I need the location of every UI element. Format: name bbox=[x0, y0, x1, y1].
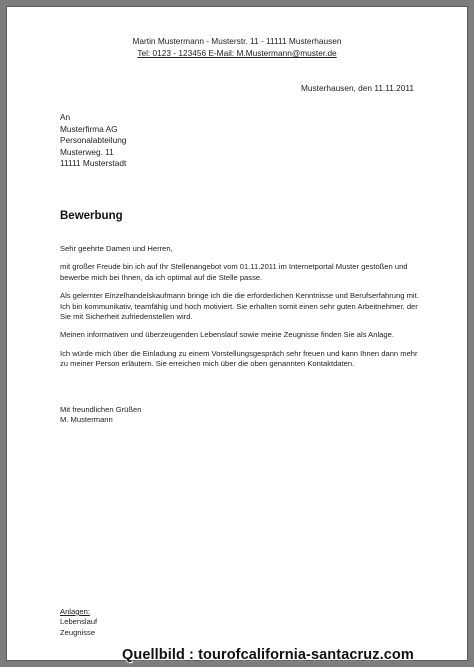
signature-name: M. Mustermann bbox=[60, 415, 113, 425]
body-paragraph: Ich würde mich über die Einladung zu einem Vorstellungsgespräch sehr freuen und kann Ihnen dann mehr zu meiner Person erläutern. Sie erreichen mich über die oben genannten Kontaktdaten. bbox=[60, 348, 418, 369]
body-paragraph: Als gelernter Einzelhandelskaufmann bringe ich die die erforderlichen Kenntnisse und Berufserfahrung mit. Ich bin kommunikativ, teamfähig und hoch motiviert. Sie erhalten somit einen sehr guten Arbeitnehmer, der Sie mit Sicherheit zufriedenstellen wird. bbox=[60, 291, 419, 322]
closing-phrase: Mit freundlichen Grüßen bbox=[60, 405, 142, 414]
recipient-line: Musterfirma AG bbox=[60, 123, 118, 134]
recipient-line: Musterweg. 11 bbox=[60, 146, 114, 157]
recipient-line: An bbox=[60, 112, 71, 122]
letter-subject: Bewerbung bbox=[60, 210, 123, 222]
source-watermark: Quellbild : tourofcalifornia-santacruz.com bbox=[122, 647, 414, 663]
body-paragraph: Meinen informativen und überzeugenden Lebenslauf sowie meine Zeugnisse finden Sie als Anlage. bbox=[60, 330, 394, 340]
attachment-item: Zeugnisse bbox=[60, 627, 96, 637]
letter-body bbox=[60, 244, 422, 378]
recipient-address bbox=[60, 112, 126, 170]
attachments-list bbox=[60, 607, 97, 638]
sender-address: Martin Mustermann - Musterstr. 11 - 11111 Musterhausen bbox=[132, 36, 342, 46]
letter-closing bbox=[60, 405, 141, 426]
body-paragraph: mit großer Freude bin ich auf Ihr Stellenangebot vom 01.11.2011 im Internetportal Muster gestoßen und bewerbe mich bei Ihnen, da ich optimal auf die Stelle passe. bbox=[60, 262, 408, 282]
letter-date: Musterhausen, den 11.11.2011 bbox=[300, 83, 414, 93]
salutation: Sehr geehrte Damen und Herren, bbox=[60, 244, 173, 253]
attachments-heading: Anlagen: bbox=[60, 607, 90, 616]
sender-contact: Tel: 0123 - 123456 E-Mail: M.Mustermann@muster.de bbox=[137, 48, 337, 58]
attachment-item: Lebenslauf bbox=[60, 617, 98, 627]
recipient-line: 11111 Musterstadt bbox=[60, 158, 127, 168]
letter-page bbox=[6, 6, 468, 661]
recipient-line: Personalabteilung bbox=[60, 135, 127, 145]
sender-header bbox=[7, 35, 467, 59]
